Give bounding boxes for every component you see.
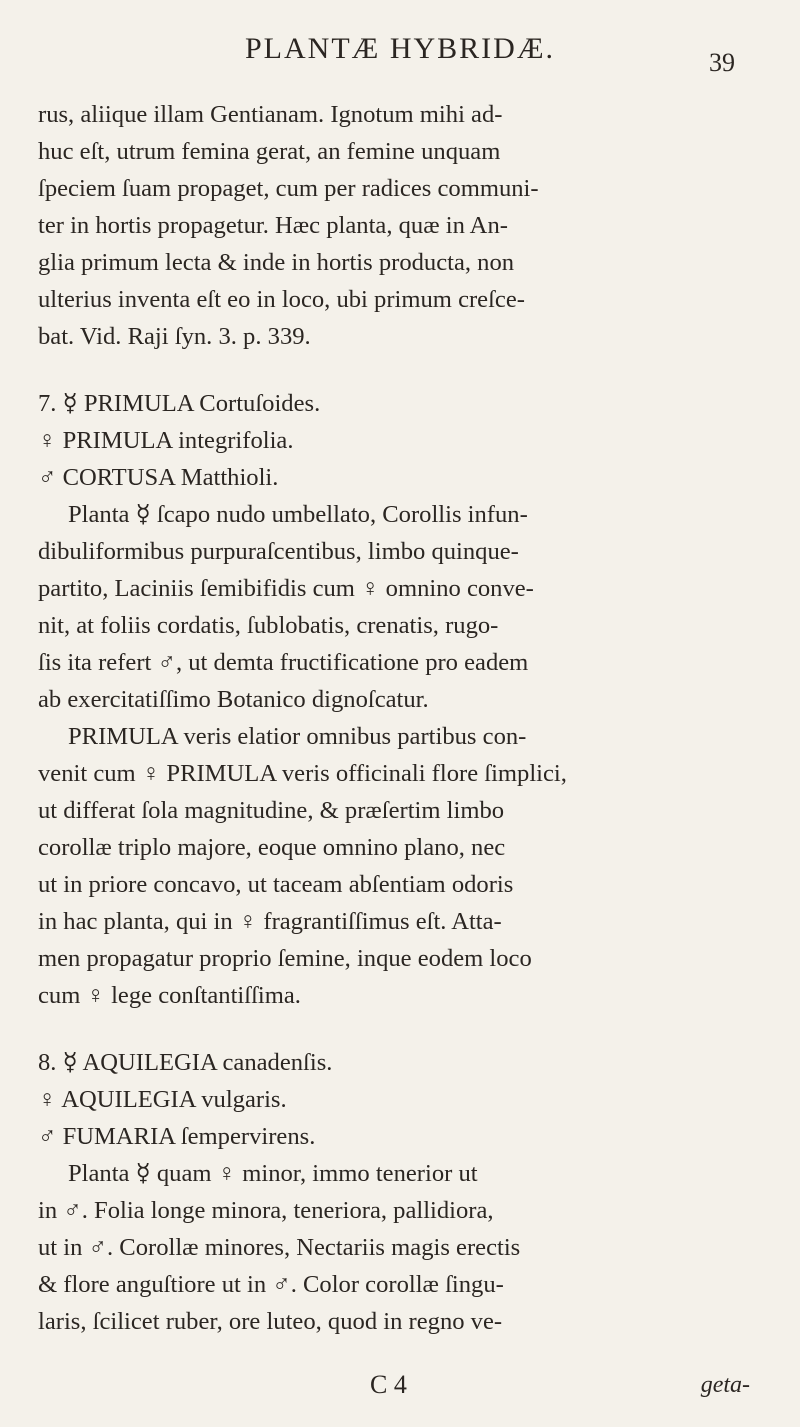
text-line: Planta ☿ quam ♀ minor, immo tenerior ut (68, 1160, 478, 1187)
text-line: ut in priore concavo, ut taceam abſentiam odoris (38, 871, 514, 898)
entry-line: 7. ☿ PRIMULA Cortuſoides. (38, 390, 321, 417)
entry-7-heading (38, 385, 750, 496)
entry-line: ♀ PRIMULA integrifolia. (38, 427, 294, 454)
text-line: glia primum lecta & inde in hortis producta, non (38, 249, 515, 276)
paragraph-continued (38, 96, 750, 355)
text-line: ut in ♂. Corollæ minores, Nectariis magis erectis (38, 1234, 521, 1261)
text-line: ſpeciem ſuam propaget, cum per radices communi- (38, 175, 539, 202)
text-line: ut differat ſola magnitudine, & præſertim limbo (38, 797, 505, 824)
text-line: cum ♀ lege conſtantiſſima. (38, 982, 301, 1009)
text-line: & flore anguſtiore ut in ♂. Color corollæ ſingu- (38, 1271, 504, 1298)
text-line: Planta ☿ ſcapo nudo umbellato, Corollis infun- (68, 501, 528, 528)
text-line: bat. Vid. Raji ſyn. 3. p. 339. (38, 323, 311, 350)
text-line: dibuliformibus purpuraſcentibus, limbo quinque- (38, 538, 519, 565)
text-line: corollæ triplo majore, eoque omnino plano, nec (38, 834, 506, 861)
text-line: in hac planta, qui in ♀ fragrantiſſimus eſt. Atta- (38, 908, 502, 935)
paragraph-primula-veris (38, 718, 750, 1014)
entry-line: ♀ AQUILEGIA vulgaris. (38, 1086, 287, 1113)
text-line: ſis ita refert ♂, ut demta fructificatione pro eadem (38, 649, 529, 676)
text-line: huc eſt, utrum femina gerat, an femine unquam (38, 138, 501, 165)
text-line: ter in hortis propagetur. Hæc planta, quæ in An- (38, 212, 508, 239)
page-body (38, 96, 750, 1340)
text-line: in ♂. Folia longe minora, teneriora, pallidiora, (38, 1197, 494, 1224)
catchword: geta- (700, 1372, 750, 1398)
entry-line: ♂ CORTUSA Matthioli. (38, 464, 279, 491)
page-number: 39 (709, 48, 735, 77)
page-header (0, 20, 800, 80)
text-line: venit cum ♀ PRIMULA veris officinali flore ſimplici, (38, 760, 567, 787)
text-line: PRIMULA veris elatior omnibus partibus con- (68, 723, 527, 750)
text-line: rus, aliique illam Gentianam. Ignotum mihi ad- (38, 101, 503, 128)
text-line: ab exercitatiſſimo Botanico dignoſcatur. (38, 686, 429, 713)
paragraph-entry-7 (38, 496, 750, 718)
entry-8-heading (38, 1044, 750, 1155)
text-line: laris, ſcilicet ruber, ore luteo, quod in regno ve- (38, 1308, 503, 1335)
entry-line: ♂ FUMARIA ſempervirens. (38, 1123, 316, 1150)
paragraph-entry-8 (38, 1155, 750, 1340)
entry-line: 8. ☿ AQUILEGIA canadenſis. (38, 1049, 333, 1076)
text-line: nit, at foliis cordatis, ſublobatis, crenatis, rugo- (38, 612, 499, 639)
text-line: partito, Laciniis ſemibifidis cum ♀ omnino conve- (38, 575, 534, 602)
text-line: ulterius inventa eſt eo in loco, ubi primum creſce- (38, 286, 525, 313)
text-line: men propagatur proprio ſemine, inque eodem loco (38, 945, 532, 972)
signature-mark: C 4 (370, 1370, 407, 1399)
running-head: PLANTÆ HYBRIDÆ. (244, 32, 556, 65)
